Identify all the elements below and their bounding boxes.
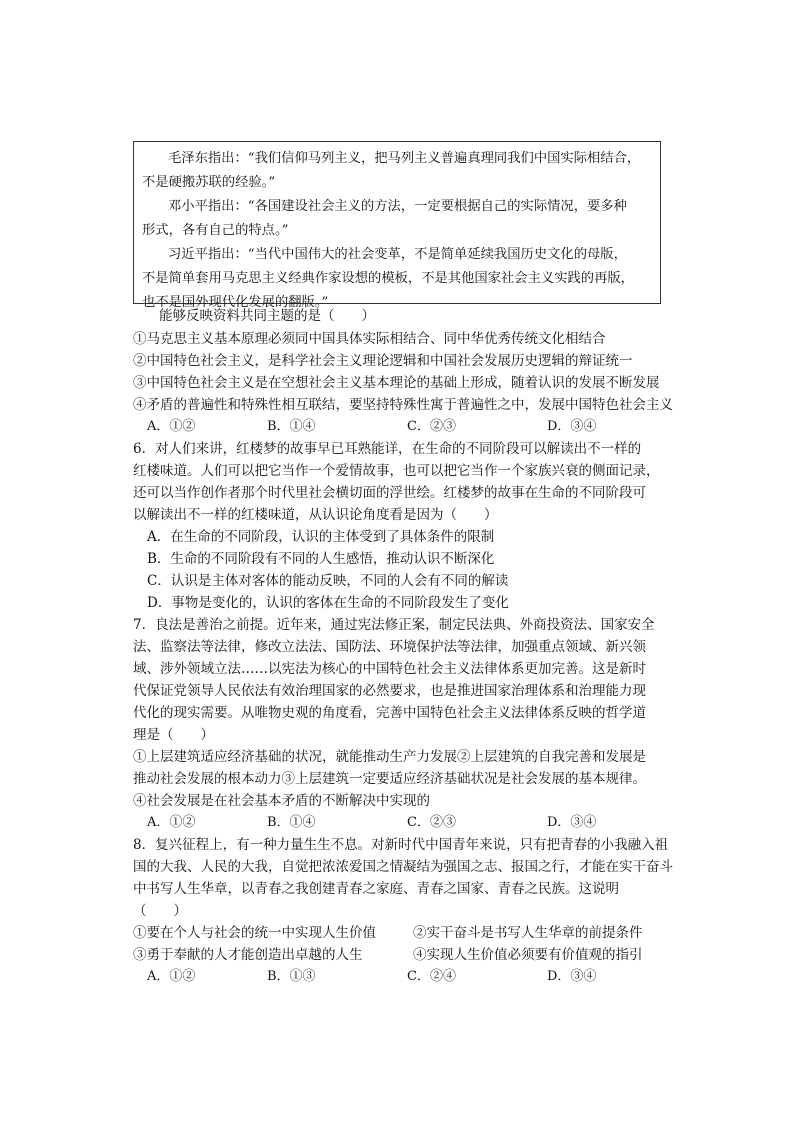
q6-stem-line4: 以解读出不一样的红楼味道，从认识论角度看是因为（ ） [133, 507, 498, 523]
q7-item-line1: ①上层建筑适应经济基础的状况，就能推动生产力发展②上层建筑的自我完善和发展是 [133, 749, 646, 765]
q8-stem-line1: 8．复兴征程上，有一种力量生生不息。对新时代中国青年来说，只有把青春的小我融入祖 [133, 837, 669, 853]
q6-stem-line1: 6．对人们来讲，红楼梦的故事早已耳熟能详，在生命的不同阶段可以解读出不一样的 [133, 441, 642, 457]
q7-option-a[interactable]: A．①② [147, 815, 196, 830]
q7-option-b[interactable]: B．①④ [267, 815, 316, 830]
q8-item-3: ③勇于奉献的人才能创造出卓越的人生 [133, 947, 363, 963]
q6-stem-line2: 红楼味道。人们可以把它当作一个爱情故事，也可以把它当作一个家族兴衰的侧面记录， [133, 463, 660, 479]
q5-item-4: ④矛盾的普遍性和特殊性相互联结，要坚持特殊性寓于普遍性之中，发展中国特色社会主义 [133, 397, 673, 413]
q8-option-b[interactable]: B．①③ [267, 969, 316, 984]
q7-stem-line4: 代保证党领导人民依法有效治理国家的必然要求，也是推进国家治理体系和治理能力现 [133, 683, 646, 699]
quote-deng-line1: 邓小平指出：“各国建设社会主义的方法，一定要根据自己的实际情况，要多种 [168, 199, 627, 214]
q7-item-line2: 推动社会发展的根本动力③上层建筑一定要适应经济基础状况是社会发展的基本规律。 [133, 771, 646, 787]
q5-options [147, 417, 647, 437]
q6-option-d[interactable]: D．事物是变化的，认识的客体在生命的不同阶段发生了变化 [147, 595, 509, 611]
q5-item-2: ②中国特色社会主义，是科学社会主义理论逻辑和中国社会发展历史逻辑的辩证统一 [133, 353, 633, 369]
q6-option-a[interactable]: A．在生命的不同阶段，认识的主体受到了具体条件的限制 [147, 529, 495, 545]
q7-stem-line2: 法、监察法等法律，修改立法法、国防法、环境保护法等法律，加强重点领域、新兴领 [133, 639, 646, 655]
q7-item-line3: ④社会发展是在社会基本矛盾的不断解决中实现的 [133, 793, 430, 809]
q6-stem-line3: 还可以当作创作者那个时代里社会横切面的浮世绘。红楼梦的故事在生命的不同阶段可 [133, 485, 646, 501]
q5-option-b[interactable]: B．①④ [267, 419, 316, 434]
q8-stem-line2: 国的大我、人民的大我，自觉把浓浓爱国之情凝结为强国之志、报国之行，才能在实干奋斗 [133, 859, 673, 875]
q5-option-a[interactable]: A．①② [147, 419, 196, 434]
q5-stem: 能够反映资料共同主题的是（ ） [159, 308, 375, 324]
quote-mao-line2: 不是硬搬苏联的经验。” [142, 175, 276, 190]
quote-xi-line2: 不是简单套用马克思主义经典作家设想的模板，不是其他国家社会主义实践的再版， [142, 271, 634, 286]
q7-option-d[interactable]: D．③④ [547, 815, 597, 830]
q7-stem-line6: 理是（ ） [133, 727, 214, 743]
q8-stem-line4: （ ） [133, 903, 187, 919]
quote-deng-line2: 形式，各有自己的特点。” [142, 223, 289, 238]
q5-option-c[interactable]: C．②③ [407, 419, 456, 434]
q7-options [147, 813, 647, 833]
q8-option-d[interactable]: D．③④ [547, 969, 597, 984]
q7-stem-line1: 7．良法是善治之前提。近年来，通过宪法修正案，制定民法典、外商投资法、国家安全 [133, 617, 655, 633]
q7-option-c[interactable]: C．②③ [407, 815, 456, 830]
q6-option-c[interactable]: C．认识是主体对客体的能动反映，不同的人会有不同的解读 [147, 573, 509, 589]
q5-item-1: ①马克思主义基本原理必须同中国具体实际相结合、同中华优秀传统文化相结合 [133, 331, 606, 347]
q8-option-a[interactable]: A．①② [147, 969, 196, 984]
q5-item-3: ③中国特色社会主义是在空想社会主义基本理论的基础上形成，随着认识的发展不断发展 [133, 375, 660, 391]
q7-stem-line3: 域、涉外领域立法……以宪法为核心的中国特色社会主义法律体系更加完善。这是新时 [133, 661, 646, 677]
q5-option-d[interactable]: D．③④ [547, 419, 597, 434]
q8-options [147, 967, 647, 987]
quote-xi-line1: 习近平指出：“当代中国伟大的社会变革，不是简单延续我国历史文化的母版， [168, 247, 627, 262]
q7-stem-line5: 代化的现实需要。从唯物史观的角度看，完善中国特色社会主义法律体系反映的哲学道 [133, 705, 646, 721]
q8-stem-line3: 中书写人生华章，以青春之我创建青春之家庭、青春之国家、青春之民族。这说明 [133, 881, 619, 897]
q8-item-2: ②实干奋斗是书写人生华章的前提条件 [413, 925, 643, 941]
q8-option-c[interactable]: C．②④ [407, 969, 456, 984]
quote-box [133, 141, 661, 310]
quote-mao-line1: 毛泽东指出：“我们信仰马列主义，把马列主义普遍真理同我们中国实际相结合， [168, 151, 641, 166]
q8-item-1: ①要在个人与社会的统一中实现人生价值 [133, 925, 376, 941]
q6-option-b[interactable]: B．生命的不同阶段有不同的人生感悟，推动认识不断深化 [147, 551, 495, 567]
quote-xi-line3: 也不是国外现代化发展的翻版。” [142, 295, 329, 310]
q8-item-4: ④实现人生价值必须要有价值观的指引 [413, 947, 643, 963]
